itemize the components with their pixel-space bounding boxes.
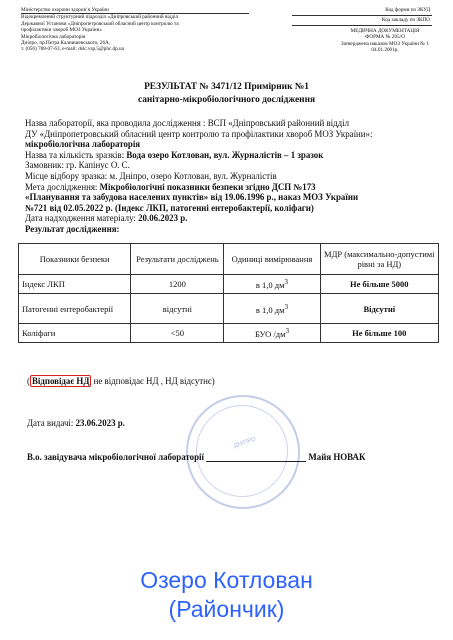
info-block <box>25 118 445 235</box>
code-form-row <box>292 6 432 16</box>
conclusion-selected: Відповідає НД <box>31 376 90 386</box>
med-doc-line: 04.01.2001р. <box>371 47 399 54</box>
issue-date-label: Дата видачі: <box>27 418 76 428</box>
signature-name: Майя НОВАК <box>308 452 366 462</box>
results-heading <box>25 224 445 235</box>
ministry-name: Міністерство охорони здоров’я України <box>21 7 249 14</box>
place-label: Місце відбору зразка: <box>25 170 110 181</box>
goal-value-2b: від 19.06.1996 р., наказ МОЗ України <box>208 192 359 203</box>
org-line: Відокремлений структурний підрозділ «Дніпровський районний відділ <box>21 14 179 21</box>
goal-value-3: №721 від 02.05.2022 р. (Індекс ЛКП, патогенні ентеробактерії, коліфаги) <box>25 202 314 213</box>
goal-label: Мета дослідження: <box>25 181 100 192</box>
result-value: <50 <box>131 324 224 343</box>
header-unit: Одиниці вимірювання <box>224 244 320 275</box>
unit-cell <box>224 294 320 324</box>
lab-value: ВСП «Дніпровський районний відділ <box>207 118 350 128</box>
date-received-line <box>25 213 445 224</box>
med-doc-line: МЕДИЧНА ДОКУМЕНТАЦІЯ <box>350 28 420 34</box>
limit-text: Не більше 5000 <box>350 279 409 289</box>
unit-cell <box>224 324 320 343</box>
table-header-row <box>19 244 439 275</box>
results-heading-text: Результат дослідження: <box>25 223 120 234</box>
samples-label: Назва та кількість зразків: <box>25 149 127 160</box>
date-received-label: Дата надходження матеріалу: <box>25 213 139 224</box>
limit-value <box>320 275 438 294</box>
lab-line-3 <box>25 139 445 150</box>
customer-line <box>25 160 445 171</box>
code-inst-label: Код закладу по ЗКПО <box>381 17 430 23</box>
issuer-block <box>21 7 251 53</box>
org-line: Мікробіологічна лабораторія <box>21 33 86 40</box>
customer-label: Замовник: <box>25 160 67 171</box>
med-doc-line: ФОРМА № 205/О <box>365 34 405 41</box>
issue-date-line <box>27 418 125 428</box>
table-row <box>19 275 439 294</box>
unit-text: в 1,0 дм <box>255 279 285 290</box>
limit-value <box>320 324 438 343</box>
header-result: Результати досліджень <box>131 244 224 275</box>
unit-sup: 3 <box>285 327 290 336</box>
results-table <box>18 243 439 343</box>
place-value: м. Дніпро, озеро Котлован, вул. Журналістів <box>109 170 277 181</box>
signature-underline <box>206 461 306 462</box>
unit-sup: 3 <box>284 278 289 287</box>
issue-date-value: 23.06.2023 р. <box>75 418 125 428</box>
medical-doc-block <box>335 28 435 54</box>
unit-cell <box>224 275 320 294</box>
lab-label: Назва лабораторії, яка проводила дослідження : <box>25 118 208 128</box>
signature-line <box>27 452 365 462</box>
indicator-name: Індекс ЛКП <box>19 275 131 294</box>
table-row <box>19 294 439 324</box>
unit-sup: 3 <box>284 302 289 311</box>
samples-value: Вода озеро Котлован, вул. Журналістів – 1 зразок <box>126 149 324 160</box>
date-received-value: 20.06.2023 р. <box>138 213 188 224</box>
limit-text: Не більше 100 <box>352 328 407 338</box>
round-stamp-inner <box>196 405 288 497</box>
conclusion-rest: не відповідає НД , НД відсутнє) <box>91 376 215 386</box>
handwritten-caption-line2: (Райончик) <box>168 596 285 622</box>
code-form-label: Код форми по ЗКУД <box>385 7 430 13</box>
org-line: Державної Установи «Дніпропетровський обласний центр контролю та <box>21 20 179 27</box>
goal-line <box>25 182 445 193</box>
result-value: 1200 <box>131 275 224 294</box>
document-title: РЕЗУЛЬТАТ № 3471/12 Примірник №1 <box>144 82 309 92</box>
limit-value <box>320 294 438 324</box>
place-line <box>25 171 445 182</box>
samples-line <box>25 150 445 161</box>
lab-line-2: ДУ «Дніпропетровський обласний центр контролю та профілактики хвороб МОЗ України»: <box>25 128 373 139</box>
org-line: профілактики хвороб МОЗ України» <box>21 27 102 34</box>
conclusion-line <box>27 376 215 386</box>
unit-text: БУО /дм <box>254 328 286 339</box>
result-value: відсутні <box>131 294 224 324</box>
form-codes <box>292 6 432 26</box>
goal-line-3 <box>25 203 445 214</box>
lab-line <box>25 118 445 129</box>
customer-value: гр. Капінус О. С. <box>66 160 130 171</box>
document-subtitle: санітарно-мікробіологічного дослідження <box>137 95 316 105</box>
med-doc-line: Затверджена наказом МОЗ України № 1 <box>340 40 430 47</box>
org-line: т. (056) 788-07-63, e-mail: dslc.vsp.5@phc.dp.ua <box>21 46 124 53</box>
conclusion-open: ( <box>27 376 30 386</box>
header-indicator: Показники безпеки <box>19 244 131 275</box>
goal-value-2: «Планування та забудова населених пунктів» <box>25 192 209 203</box>
lab-type: мікробіологічна лабораторія <box>25 139 141 150</box>
header-limit: МДР (максимально-допустимі рівні за НД) <box>320 244 438 275</box>
indicator-name: Коліфаги <box>19 324 131 343</box>
code-inst-row <box>292 16 432 26</box>
goal-value: Мікробіологічні показники безпеки згідно ДСП №173 <box>99 181 316 192</box>
handwritten-caption-line1: Озеро Котлован <box>140 567 313 593</box>
signature-role: В.о. завідувача мікробіологічної лабораторії <box>27 452 204 462</box>
unit-text: в 1,0 дм <box>255 304 285 315</box>
org-line: Дніпро, пр.Петра Калнишевського, 26А, <box>21 40 111 47</box>
stamp-text: ДНІПРО <box>233 436 257 450</box>
indicator-name: Патогенні ентеробактерії <box>19 294 131 324</box>
table-row <box>19 324 439 343</box>
goal-line-2 <box>25 192 445 203</box>
limit-text: Відсутні <box>363 303 396 314</box>
